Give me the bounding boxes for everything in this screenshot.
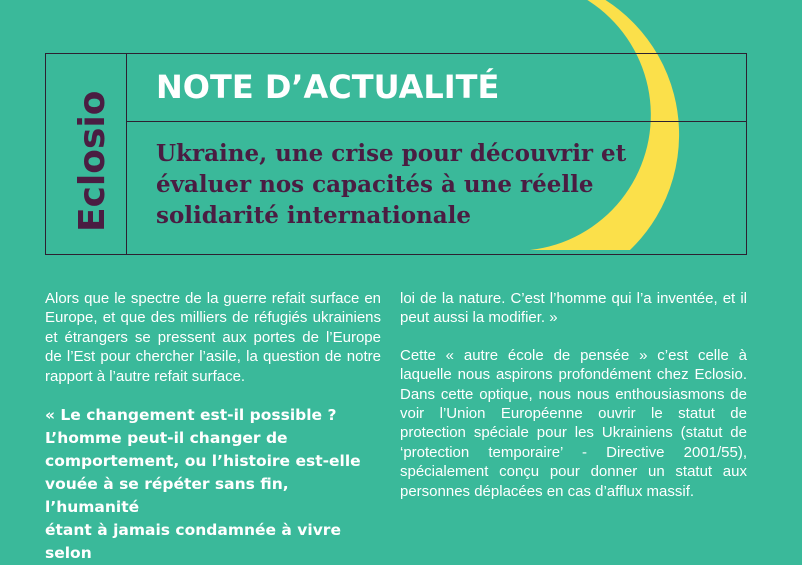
right-paragraph-2: Cette « autre école de pensée » c’est celle à laquelle nous aspirons profondément chez Eclosio. Dans cette optique, nous nous enthousiasmons de voir l’Union Européenne ouvrir le statut de protection spéciale pour les Ukrainiens (statut de ‘protection temporaire’ - Directive 2001/55), spécialement conçu pour donner un statut aux personnes déplacées en cas d’afflux massif. [400, 346, 747, 500]
frame-divider-horizontal [126, 121, 746, 122]
header-frame [45, 53, 747, 255]
left-column [45, 289, 381, 565]
quote-line: L’homme peut-il changer de [45, 429, 288, 448]
quote-line: vouée à se répéter sans fin, l’humanité [45, 475, 289, 517]
quote-line: étant à jamais condamnée à vivre selon [45, 521, 341, 563]
right-paragraph-1: loi de la nature. C’est l’homme qui l’a inventée, et il peut aussi la modifier. » [400, 290, 747, 327]
subtitle-line: évaluer nos capacités à une réelle [156, 171, 594, 198]
logo-text: Eclosio [72, 90, 113, 232]
article-subtitle [156, 138, 716, 231]
quote-line: « Le changement est-il possible ? [45, 406, 337, 425]
right-column [400, 289, 747, 519]
eclosio-logo [46, 54, 126, 254]
pull-quote [45, 404, 381, 565]
subtitle-line: solidarité internationale [156, 202, 472, 229]
page-title: NOTE D’ACTUALITÉ [156, 68, 500, 106]
subtitle-line: Ukraine, une crise pour découvrir et [156, 140, 627, 167]
intro-paragraph: Alors que le spectre de la guerre refait surface en Europe, et que des milliers de réfugiés ukrainiens et étrangers se pressent aux portes de l’Europe de l’Est pour chercher l’asile, la question de notre rapport à l’autre refait surface. [45, 290, 381, 385]
quote-line: comportement, ou l’histoire est-elle [45, 452, 361, 471]
frame-divider-vertical [126, 54, 127, 254]
